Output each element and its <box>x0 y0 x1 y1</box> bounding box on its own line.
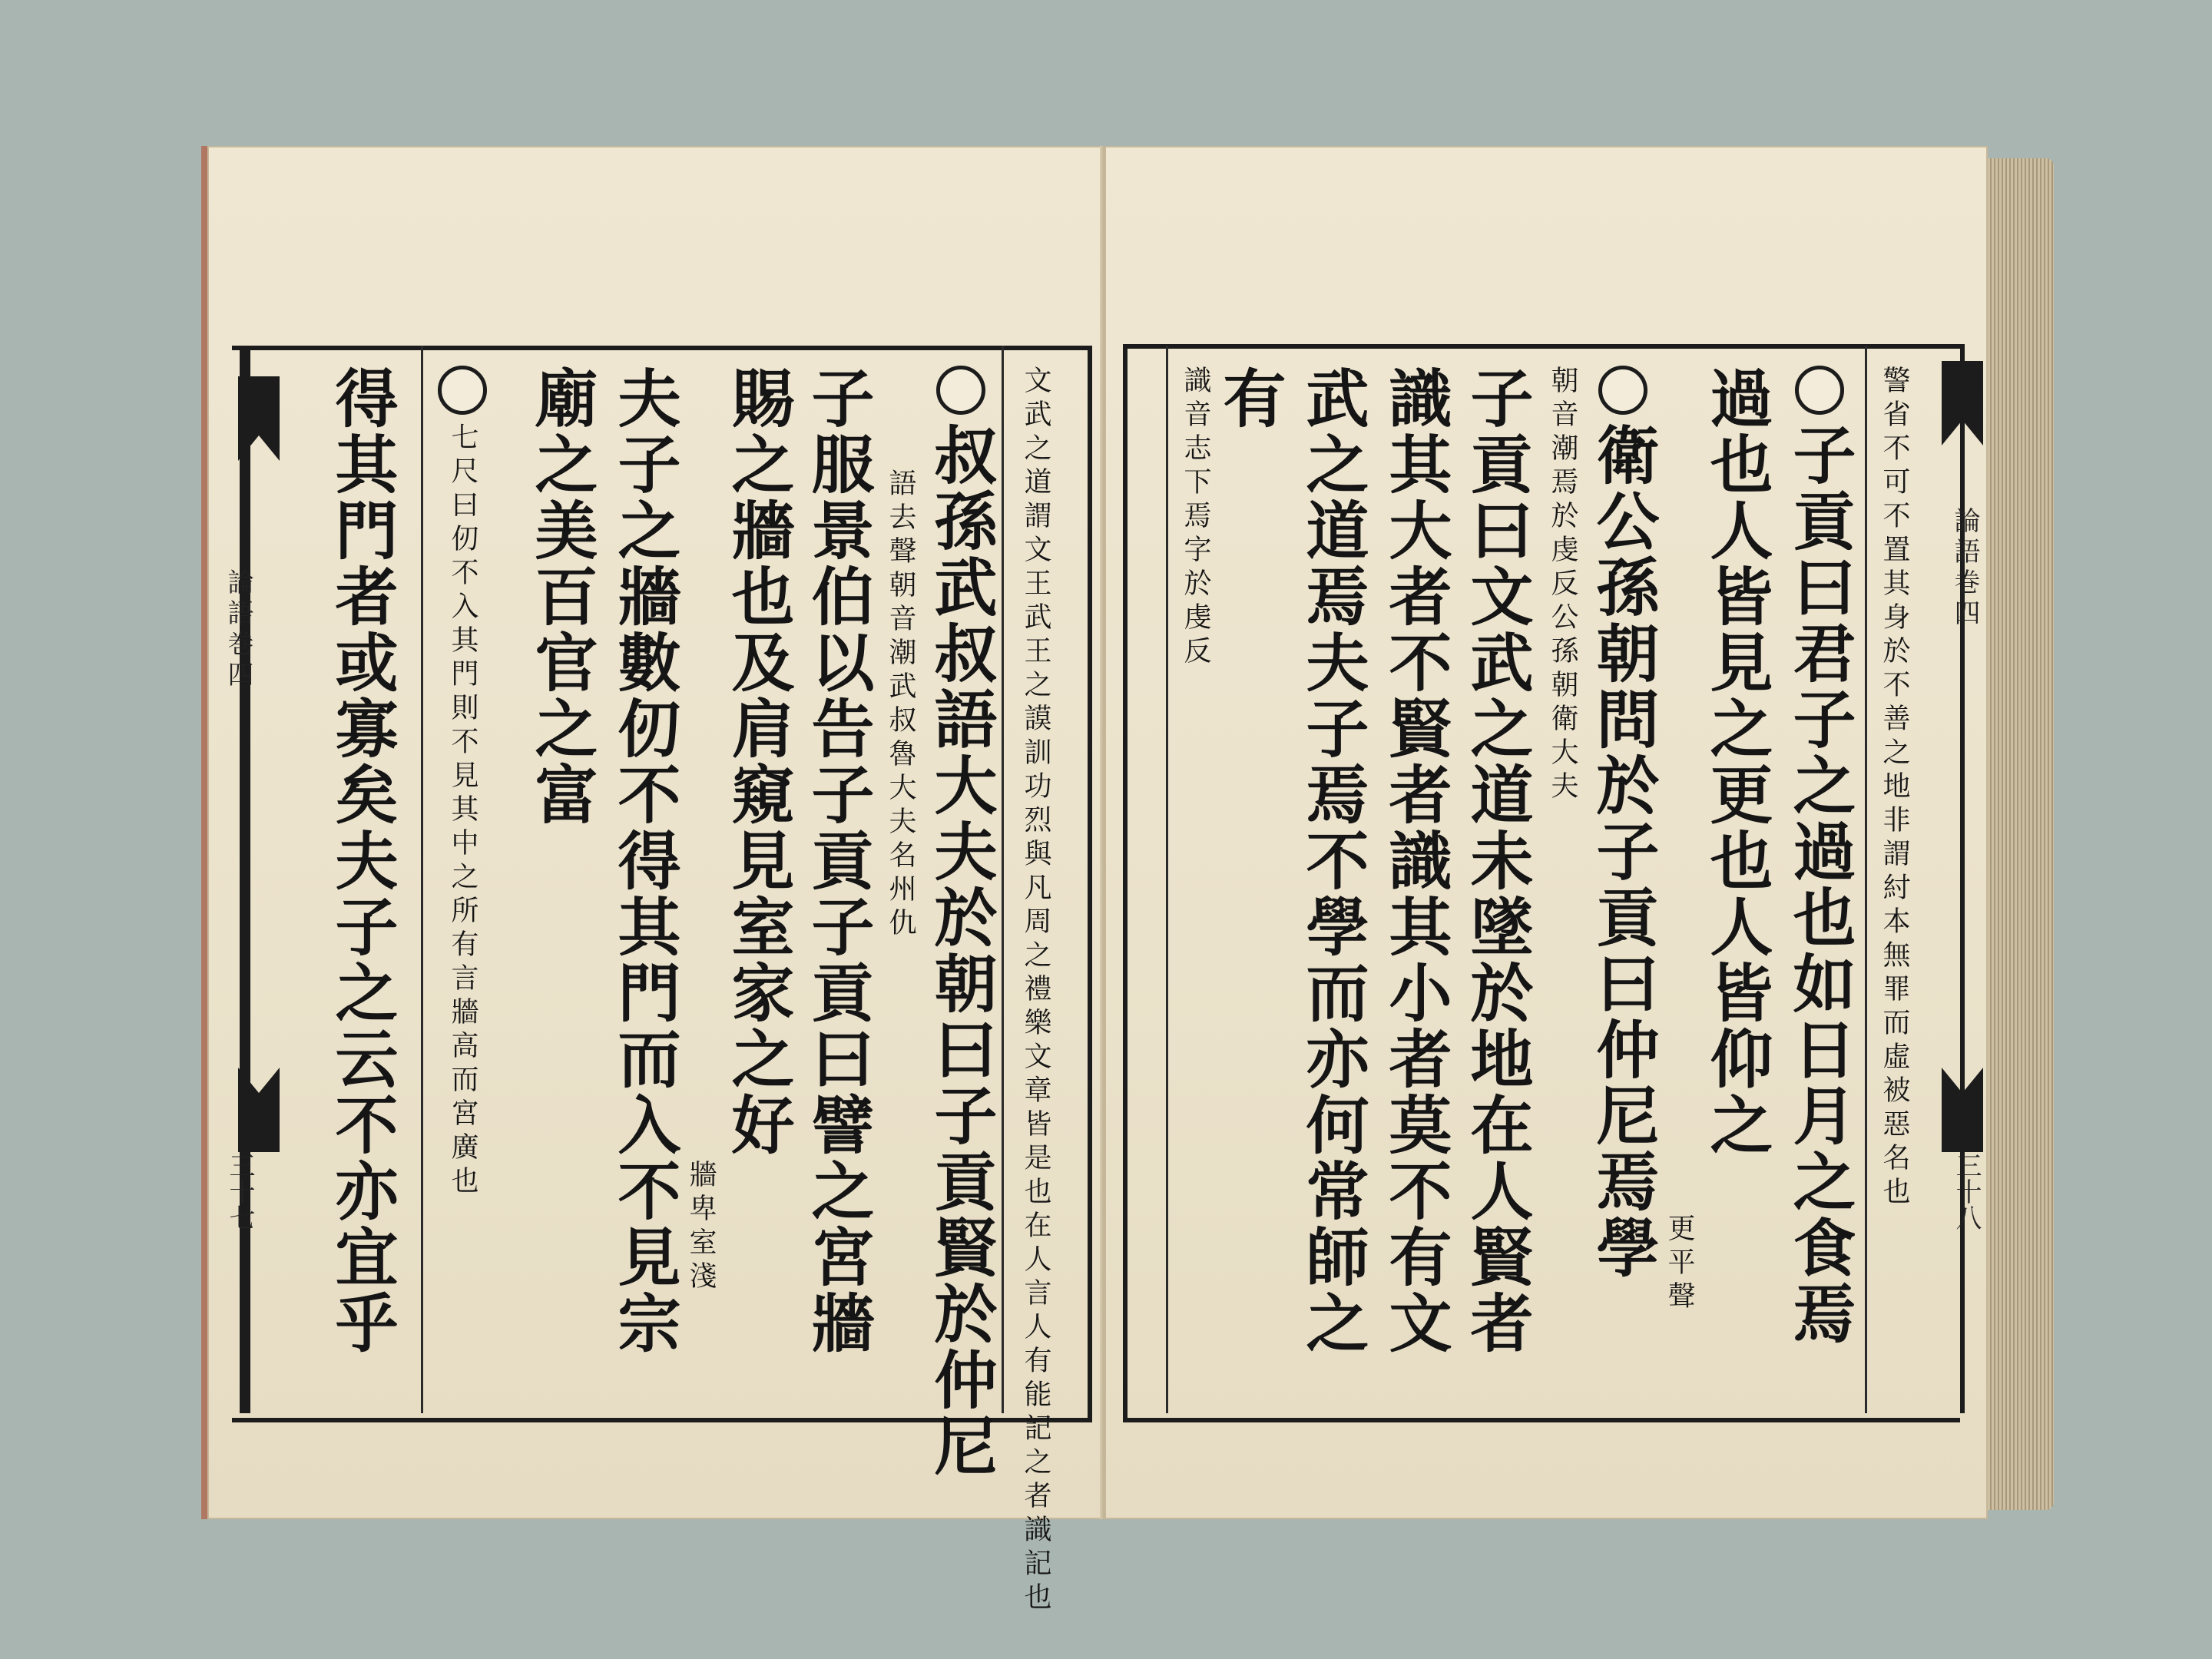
page-edges <box>1988 158 2054 1510</box>
text-column: 七尺曰仞不入其門則不見其中之所有言牆高而宮廣也 <box>438 366 487 1200</box>
open-book <box>190 143 2054 1616</box>
text-column: 過也人皆見之更也人皆仰之 <box>1700 366 1773 1158</box>
text-column: 文武之道謂文王武王之謨訓功烈與凡周之禮樂文章皆是也在人言人有能記之者識記也 <box>1020 366 1051 1616</box>
right-margin-title: 論語巻四 <box>1949 507 1980 630</box>
text-column: 更平聲 <box>1664 1214 1695 1315</box>
text-column: 警省不可不置其身於不善之地非謂紂本無罪而虛被惡名也 <box>1879 366 1910 1210</box>
text-column: 識音志下焉字於虔反 <box>1180 366 1211 670</box>
column-rule <box>1002 346 1004 1413</box>
paragraph-circle-mark <box>438 366 487 415</box>
text-column: 牆卑室淺 <box>685 1160 717 1295</box>
paragraph-circle-mark <box>1795 366 1844 415</box>
paragraph-circle-mark <box>936 366 985 415</box>
text-column: 得其門者或寡矣夫子之云不亦宜乎 <box>325 366 399 1356</box>
column-rule <box>1166 346 1168 1413</box>
text-column: 夫子之牆數仞不得其門而入不見宗 <box>608 366 681 1356</box>
text-column: 語去聲朝音潮武叔魯大夫名州仇 <box>885 469 916 942</box>
text-column: 武之道焉夫子焉不學而亦何常師之 <box>1296 366 1369 1356</box>
text-column: 子貢曰文武之道未墜於地在人賢者 <box>1460 366 1534 1356</box>
right-folio-number: 三十八 <box>1951 1152 1982 1230</box>
text-column: 衛公孫朝問於子貢曰仲尼焉學 <box>1591 366 1654 1281</box>
text-column: 賜之牆也及肩窺見室家之好 <box>721 366 795 1158</box>
text-column: 識其大者不賢者識其小者莫不有文 <box>1379 366 1452 1356</box>
text-column: 廟之美百官之富 <box>525 366 598 828</box>
left-page <box>201 146 1111 1616</box>
left-margin-title: 論語巻四 <box>223 568 253 691</box>
paragraph-circle-mark <box>1598 366 1647 415</box>
column-rule <box>1865 346 1867 1413</box>
right-page-edge-rule <box>1960 344 1965 1413</box>
column-rule <box>421 346 423 1413</box>
right-page <box>1104 146 1988 1519</box>
text-column: 叔孫武叔語大夫於朝曰子貢賢於仲尼 <box>929 366 992 1479</box>
text-column: 朝音潮焉於虔反公孫朝衛大夫 <box>1547 366 1578 805</box>
text-column: 子服景伯以告子貢子貢曰譬之宮牆 <box>801 366 875 1356</box>
text-column: 子貢曰君子之過也如日月之食焉 <box>1788 366 1851 1347</box>
left-page-spine-rule <box>240 346 250 1413</box>
left-folio-number: 三十七 <box>224 1152 255 1230</box>
text-column: 有 <box>1213 366 1286 432</box>
